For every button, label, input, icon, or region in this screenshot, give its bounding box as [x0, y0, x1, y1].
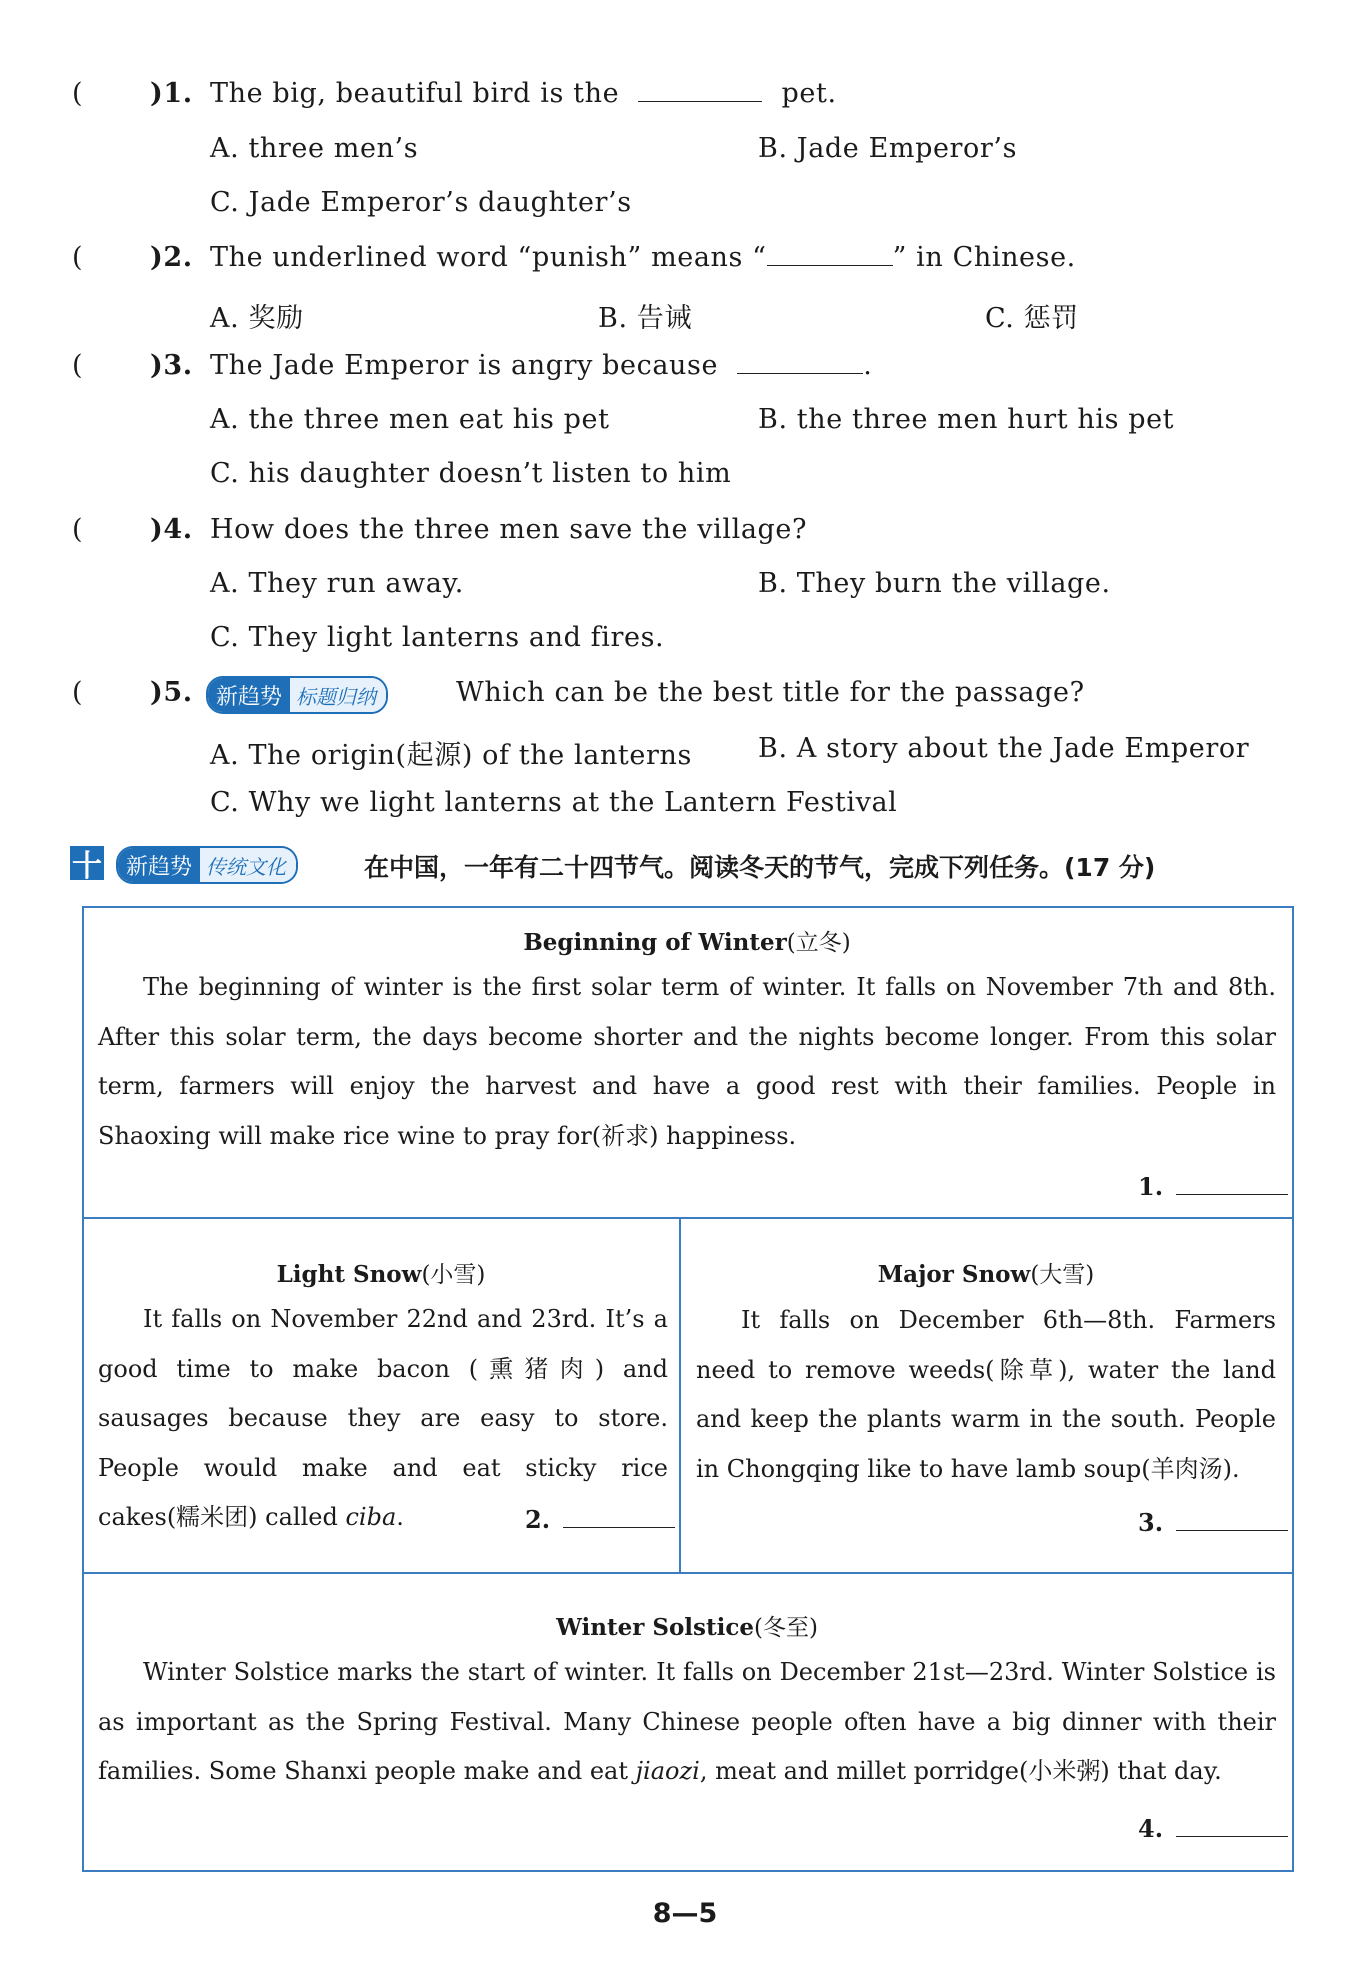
passage-title-major-snow: [682, 1256, 1290, 1289]
answer-paren-3: (: [72, 350, 84, 381]
answer-paren-1: (: [72, 78, 84, 109]
option-1c: C. Jade Emperor’s daughter’s: [210, 187, 632, 218]
option-4b: B. They burn the village.: [758, 568, 1111, 599]
passage-title-solstice: [84, 1609, 1290, 1642]
passage-title-cn: (冬至): [753, 1615, 818, 1641]
answer-blank[interactable]: [1176, 1172, 1288, 1195]
passage-end: , meat and millet porridge(小米粥) that day.: [699, 1757, 1222, 1785]
question-number-2: )2.: [150, 242, 193, 273]
passage-text-beginning: [98, 963, 1276, 1161]
answer-slot-3: [1138, 1508, 1288, 1537]
option-1a: A. three men’s: [210, 133, 419, 164]
answer-slot-1: [1138, 1172, 1288, 1201]
option-5c: C. Why we light lanterns at the Lantern Festival: [210, 787, 898, 818]
section-badge-main: 新趋势: [118, 848, 200, 882]
passage-title-en: Major Snow: [877, 1261, 1031, 1288]
new-trend-badge: [206, 676, 388, 714]
passage-italic: jiaozi: [635, 1757, 700, 1785]
frame-divider-1: [82, 1217, 1294, 1219]
question-3-text: The Jade Emperor is angry because: [210, 350, 719, 381]
answer-number: 2.: [525, 1505, 551, 1534]
section-instruction: 在中国，一年有二十四节气。阅读冬天的节气，完成下列任务。(17 分): [364, 853, 1156, 882]
passage-title-beginning: [84, 924, 1290, 957]
passage-title-cn: (立冬): [786, 930, 851, 956]
answer-slot-4: [1138, 1814, 1288, 1843]
passage-body: Winter Solstice marks the start of winter. It falls on December 21st—23rd. Winter Solstice is as important as the Spring Festival. Many Chinese people often have a big dinner with their families. Some Shanxi people make and eat: [98, 1658, 1276, 1785]
answer-blank[interactable]: [1176, 1814, 1288, 1837]
passage-title-en: Light Snow: [276, 1261, 422, 1288]
section-number-box: 十: [70, 846, 104, 880]
passage-text-solstice: [98, 1648, 1276, 1797]
passage-body: The beginning of winter is the first solar term of winter. It falls on November 7th and 8th. After this solar term, the days become shorter and the nights become longer. From this solar term, farmers will enjoy the harvest and have a good rest with their families. People in Shaoxing will make rice wine to pray for(祈求) happiness.: [98, 973, 1276, 1150]
option-2c: C. 惩罚: [985, 303, 1079, 334]
section-badge-sub: 传统文化: [200, 848, 296, 882]
question-2-text: The underlined word “punish” means “: [210, 242, 767, 273]
option-2b: B. 告诫: [598, 303, 693, 334]
question-number-4: )4.: [150, 514, 193, 545]
frame-divider-vertical: [679, 1217, 681, 1574]
option-2a: A. 奖励: [210, 303, 304, 334]
option-3a: A. the three men eat his pet: [210, 404, 610, 435]
passage-title-cn: (小雪): [421, 1262, 486, 1288]
answer-number: 1.: [1138, 1172, 1164, 1201]
option-5b: B. A story about the Jade Emperor: [758, 733, 1250, 764]
answer-blank[interactable]: [737, 351, 863, 374]
option-4c: C. They light lanterns and fires.: [210, 622, 665, 653]
answer-blank[interactable]: [1176, 1508, 1288, 1531]
passage-title-en: Winter Solstice: [556, 1614, 754, 1641]
question-5-text: Which can be the best title for the passage?: [456, 677, 1085, 708]
passage-title-cn: (大雪): [1030, 1262, 1095, 1288]
question-4-text: How does the three men save the village?: [210, 514, 808, 545]
question-1-text: The big, beautiful bird is the: [210, 78, 620, 109]
passage-title-en: Beginning of Winter: [523, 929, 787, 956]
answer-paren-2: (: [72, 242, 84, 273]
answer-blank[interactable]: [767, 243, 893, 266]
answer-paren-5: (: [72, 677, 84, 708]
option-5a: A. The origin(起源) of the lanterns: [210, 740, 692, 771]
question-3-stem: [210, 350, 872, 381]
answer-number: 3.: [1138, 1508, 1164, 1537]
question-number-3: )3.: [150, 350, 193, 381]
passage-body: It falls on December 6th—8th. Farmers need to remove weeds(除草), water the land and keep the plants warm in the south. People in Chongqing like to have lamb soup(羊肉汤).: [696, 1306, 1276, 1483]
option-1b: B. Jade Emperor’s: [758, 133, 1018, 164]
question-3-text-end: .: [863, 350, 873, 381]
answer-number: 4.: [1138, 1814, 1164, 1843]
question-1-stem: [210, 78, 837, 109]
answer-paren-4: (: [72, 514, 84, 545]
passage-end: .: [396, 1503, 404, 1531]
question-1-text-end: pet.: [781, 78, 837, 109]
option-3b: B. the three men hurt his pet: [758, 404, 1175, 435]
answer-slot-2: [525, 1505, 675, 1534]
passage-italic: ciba: [345, 1503, 397, 1531]
question-2-stem: [210, 242, 1076, 273]
frame-divider-2: [82, 1572, 1294, 1574]
question-number-1: )1.: [150, 78, 193, 109]
option-3c: C. his daughter doesn’t listen to him: [210, 458, 732, 489]
answer-blank[interactable]: [638, 79, 762, 102]
passage-body: It falls on November 22nd and 23rd. It’s a good time to make bacon (熏猪肉) and sausages because they are easy to store. People would make and eat sticky rice cakes(糯米团) called: [98, 1305, 668, 1531]
question-2-text-end: ” in Chinese.: [892, 242, 1076, 273]
badge-sub-label: 标题归纳: [290, 678, 386, 712]
page-number: 8—5: [652, 1898, 718, 1929]
section-badge: [116, 846, 298, 884]
badge-main-label: 新趋势: [208, 678, 290, 712]
answer-blank[interactable]: [563, 1505, 675, 1528]
option-4a: A. They run away.: [210, 568, 464, 599]
passage-title-light-snow: [84, 1256, 678, 1289]
question-number-5: )5.: [150, 677, 193, 708]
passage-text-major-snow: [696, 1296, 1276, 1494]
